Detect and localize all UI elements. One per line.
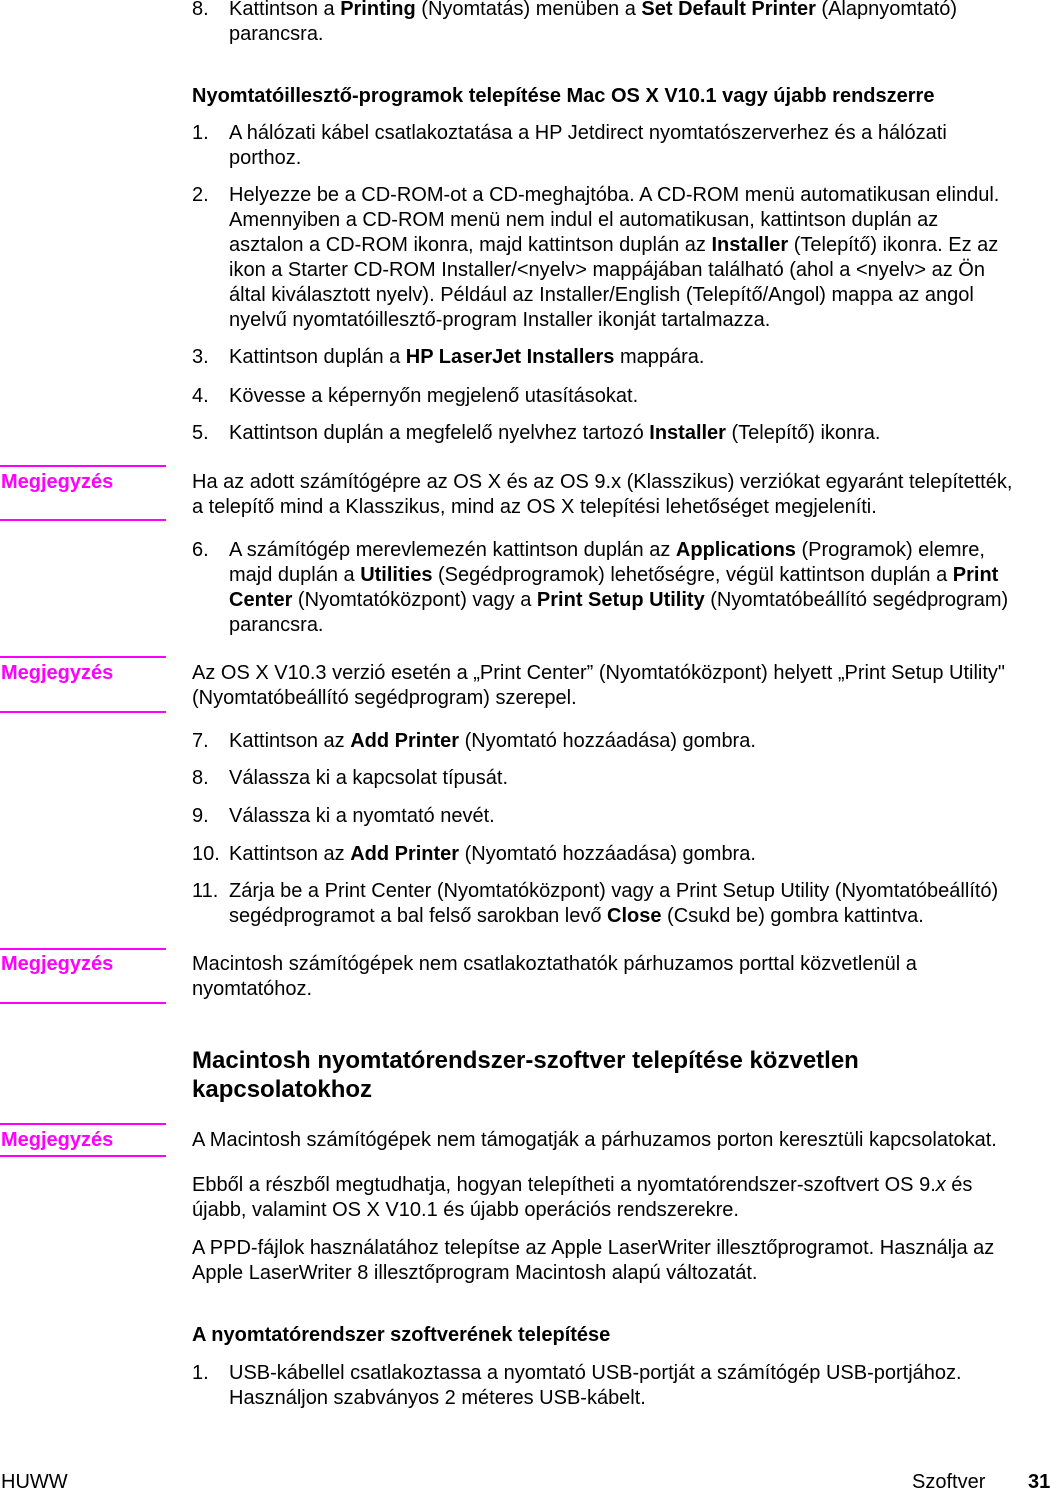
text-run: A PPD-fájlok használatához telepítse az Apple LaserWriter illesztőprogramot. Használja az bbox=[192, 1237, 995, 1259]
text-run: (Nyomtató hozzáadása) gombra. bbox=[459, 730, 756, 752]
text-run: A számítógép merevlemezén kattintson duplán az bbox=[229, 539, 676, 561]
text-run: (Nyomtatóbeállító segédprogram) bbox=[704, 589, 1009, 611]
list-number: 9. bbox=[192, 805, 209, 827]
list-number: 4. bbox=[192, 385, 209, 407]
text-run: parancsra. bbox=[229, 614, 324, 636]
text-line bbox=[229, 121, 947, 146]
list-item-text bbox=[229, 804, 495, 829]
text-line bbox=[192, 470, 1048, 495]
text-line bbox=[229, 421, 880, 446]
note-rule-top bbox=[0, 1123, 166, 1125]
text-run: nyomtatóhoz. bbox=[192, 978, 313, 1000]
text-run: (Nyomtató hozzáadása) gombra. bbox=[459, 843, 756, 865]
text-line bbox=[229, 308, 999, 333]
text-run: x bbox=[935, 1174, 946, 1196]
text-run: Amennyiben a CD-ROM menü nem indul el automatikusan, kattintson duplán az bbox=[229, 209, 939, 231]
section-heading bbox=[192, 1323, 1048, 1348]
text-line bbox=[192, 977, 1048, 1002]
text-run: (Programok) elemre, bbox=[795, 539, 985, 561]
text-run: (Nyomtatás) menüben a bbox=[415, 0, 642, 20]
text-line bbox=[229, 904, 998, 929]
text-line bbox=[192, 84, 1048, 109]
text-run: USB-kábellel csatlakoztassa a nyomtató USB-portját a számítógép USB-portjához. bbox=[229, 1362, 962, 1384]
text-line bbox=[229, 258, 999, 283]
text-run: nyelvű nyomtatóillesztő-program Installer ikonját tartalmazza. bbox=[229, 309, 771, 331]
list-item-text bbox=[229, 345, 705, 370]
text-line bbox=[229, 22, 957, 47]
bold-text: Macintosh nyomtatórendszer-szoftver telepítése közvetlen bbox=[192, 1047, 859, 1074]
list-item-text bbox=[229, 384, 638, 409]
list-item-text bbox=[229, 183, 999, 333]
text-line bbox=[229, 283, 999, 308]
list-item-text bbox=[229, 1361, 962, 1411]
text-line bbox=[229, 233, 999, 258]
text-run: (Nyomtatóközpont) vagy a bbox=[292, 589, 537, 611]
text-line bbox=[192, 1173, 1048, 1198]
text-line bbox=[229, 842, 756, 867]
text-line bbox=[192, 495, 1048, 520]
text-line bbox=[192, 952, 1048, 977]
paragraph bbox=[192, 1173, 1048, 1223]
bold-text: HP LaserJet Installers bbox=[405, 346, 615, 368]
text-line bbox=[229, 588, 1008, 613]
bold-text: Set Default Printer bbox=[641, 0, 816, 20]
text-run: Macintosh számítógépek nem csatlakoztathatók párhuzamos porttal közvetlenül a bbox=[192, 953, 917, 975]
text-line bbox=[192, 1236, 1048, 1261]
paragraph bbox=[192, 1236, 1048, 1286]
text-run: Használjon szabványos 2 méteres USB-kábelt. bbox=[229, 1387, 646, 1409]
text-run: Az OS X V10.3 verzió esetén a „Print Center” (Nyomtatóközpont) helyett „Print Setup Utility" bbox=[192, 662, 1005, 684]
bold-text: Printing bbox=[340, 0, 416, 20]
list-number: 1. bbox=[192, 122, 209, 144]
text-line bbox=[229, 563, 1008, 588]
text-run: Kattintson az bbox=[229, 730, 351, 752]
text-run: Helyezze be a CD-ROM-ot a CD-meghajtóba. A CD-ROM menü automatikusan elindul. bbox=[229, 184, 1000, 206]
bold-text: A nyomtatórendszer szoftverének telepítése bbox=[192, 1324, 611, 1346]
list-number: 2. bbox=[192, 184, 209, 206]
text-run: Kattintson duplán a megfelelő nyelvhez tartozó bbox=[229, 422, 650, 444]
text-run: Ha az adott számítógépre az OS X és az OS 9.x (Klasszikus) verziókat egyaránt telepítették, bbox=[192, 471, 1013, 493]
bold-text: Center bbox=[229, 589, 293, 611]
note-rule-top bbox=[0, 465, 166, 467]
text-run: mappára. bbox=[614, 346, 705, 368]
list-item-text bbox=[229, 538, 1008, 638]
text-run: ikon a Starter CD-ROM Installer/<nyelv> mappájában található (ahol a <nyelv> az Ön bbox=[229, 259, 985, 281]
text-run: (Alapnyomtató) bbox=[815, 0, 958, 20]
list-number: 5. bbox=[192, 422, 209, 444]
note-text bbox=[192, 661, 1048, 711]
bold-text: Utilities bbox=[360, 564, 433, 586]
note-text bbox=[192, 470, 1048, 520]
text-run: (Segédprogramok) lehetőségre, végül kattintson duplán a bbox=[432, 564, 953, 586]
list-item-text bbox=[229, 842, 756, 867]
text-line bbox=[229, 538, 1008, 563]
bold-text: Print Setup Utility bbox=[536, 589, 705, 611]
list-item-text bbox=[229, 121, 947, 171]
text-run: Kattintson a bbox=[229, 0, 341, 20]
bold-text: kapcsolatokhoz bbox=[192, 1076, 373, 1103]
footer-section: Szoftver bbox=[912, 1471, 986, 1493]
list-number: 10. bbox=[192, 843, 220, 865]
text-line bbox=[192, 1198, 1048, 1223]
text-run: Válassza ki a kapcsolat típusát. bbox=[229, 767, 509, 789]
text-run: segédprogramot a bal felső sarokban levő bbox=[229, 905, 608, 927]
note-label: Megjegyzés bbox=[1, 471, 114, 493]
bold-text: Close bbox=[607, 905, 662, 927]
text-line bbox=[192, 1323, 1048, 1348]
text-line bbox=[192, 1128, 1048, 1153]
text-line bbox=[229, 345, 705, 370]
text-line bbox=[192, 686, 1048, 711]
text-line bbox=[229, 729, 756, 754]
text-run: és bbox=[945, 1174, 973, 1196]
text-run: Kövesse a képernyőn megjelenő utasításokat. bbox=[229, 385, 639, 407]
text-line bbox=[192, 1075, 1048, 1104]
text-line bbox=[229, 1386, 962, 1411]
footer-left: HUWW bbox=[1, 1471, 68, 1493]
note-label: Megjegyzés bbox=[1, 1129, 114, 1151]
text-run: (Nyomtatóbeállító segédprogram) szerepel. bbox=[192, 687, 577, 709]
text-line bbox=[229, 804, 495, 829]
note-rule-bottom bbox=[0, 519, 166, 521]
text-run: A hálózati kábel csatlakoztatása a HP Jetdirect nyomtatószerverhez és a hálózati bbox=[229, 122, 947, 144]
text-run: a telepítő mind a Klasszikus, mind az OS X telepítési lehetőséget megjeleníti. bbox=[192, 496, 877, 518]
list-number: 6. bbox=[192, 539, 209, 561]
text-run: által kiválasztott nyelv). Például az Installer/English (Telepítő/Angol) mappa az angol bbox=[229, 284, 974, 306]
note-rule-top bbox=[0, 948, 166, 950]
text-line bbox=[229, 613, 1008, 638]
list-number: 1. bbox=[192, 1362, 209, 1384]
note-label: Megjegyzés bbox=[1, 662, 114, 684]
text-run: majd duplán a bbox=[229, 564, 361, 586]
text-line bbox=[229, 879, 998, 904]
footer-page-number: 31 bbox=[1028, 1471, 1050, 1493]
bold-text: Add Printer bbox=[350, 843, 460, 865]
section-heading bbox=[192, 1046, 1048, 1104]
list-item-text bbox=[229, 421, 880, 446]
list-number: 8. bbox=[192, 0, 209, 20]
text-line bbox=[229, 183, 999, 208]
bold-text: Applications bbox=[675, 539, 796, 561]
text-run: asztalon a CD-ROM ikonra, majd kattintson duplán az bbox=[229, 234, 712, 256]
text-line bbox=[229, 146, 947, 171]
text-run: (Telepítő) ikonra. Ez az bbox=[788, 234, 999, 256]
text-line bbox=[229, 384, 638, 409]
text-line bbox=[192, 1261, 1048, 1286]
text-run: Kattintson az bbox=[229, 843, 351, 865]
text-run: újabb, valamint OS X V10.1 és újabb operációs rendszerekre. bbox=[192, 1199, 739, 1221]
text-run: A Macintosh számítógépek nem támogatják a párhuzamos porton keresztüli kapcsolatokat. bbox=[192, 1129, 997, 1151]
text-run: Válassza ki a nyomtató nevét. bbox=[229, 805, 495, 827]
bold-text: Installer bbox=[711, 234, 789, 256]
bold-text: Print bbox=[952, 564, 999, 586]
text-run: Kattintson duplán a bbox=[229, 346, 406, 368]
bold-text: Nyomtatóillesztő-programok telepítése Mac OS X V10.1 vagy újabb rendszerre bbox=[192, 85, 935, 107]
list-item-text bbox=[229, 879, 998, 929]
text-line bbox=[229, 208, 999, 233]
list-number: 8. bbox=[192, 767, 209, 789]
text-run: porthoz. bbox=[229, 147, 302, 169]
text-line bbox=[229, 766, 508, 791]
bold-text: Installer bbox=[649, 422, 726, 444]
list-number: 11. bbox=[192, 880, 219, 902]
text-run: parancsra. bbox=[229, 23, 324, 45]
text-run: Apple LaserWriter 8 illesztőprogram Macintosh alapú változatát. bbox=[192, 1262, 758, 1284]
list-number: 3. bbox=[192, 346, 209, 368]
text-run: (Telepítő) ikonra. bbox=[725, 422, 881, 444]
text-run: Ebből a részből megtudhatja, hogyan telepítheti a nyomtatórendszer-szoftvert OS 9. bbox=[192, 1174, 936, 1196]
list-item-text bbox=[229, 729, 756, 754]
section-heading bbox=[192, 84, 1048, 109]
text-run: (Csukd be) gombra kattintva. bbox=[661, 905, 924, 927]
note-rule-bottom bbox=[0, 711, 166, 713]
text-line bbox=[229, 1361, 962, 1386]
text-line bbox=[229, 0, 957, 22]
list-item-text bbox=[229, 766, 508, 791]
text-line bbox=[192, 1046, 1048, 1075]
list-item-text bbox=[229, 0, 957, 47]
note-rule-bottom bbox=[0, 1002, 166, 1004]
list-number: 7. bbox=[192, 730, 209, 752]
text-run: Zárja be a Print Center (Nyomtatóközpont) vagy a Print Setup Utility (Nyomtatóbeállító) bbox=[229, 880, 999, 902]
note-rule-bottom bbox=[0, 1155, 166, 1157]
note-text bbox=[192, 952, 1048, 1002]
note-rule-top bbox=[0, 656, 166, 658]
note-text bbox=[192, 1128, 1048, 1153]
text-line bbox=[192, 661, 1048, 686]
note-label: Megjegyzés bbox=[1, 953, 114, 975]
bold-text: Add Printer bbox=[350, 730, 460, 752]
